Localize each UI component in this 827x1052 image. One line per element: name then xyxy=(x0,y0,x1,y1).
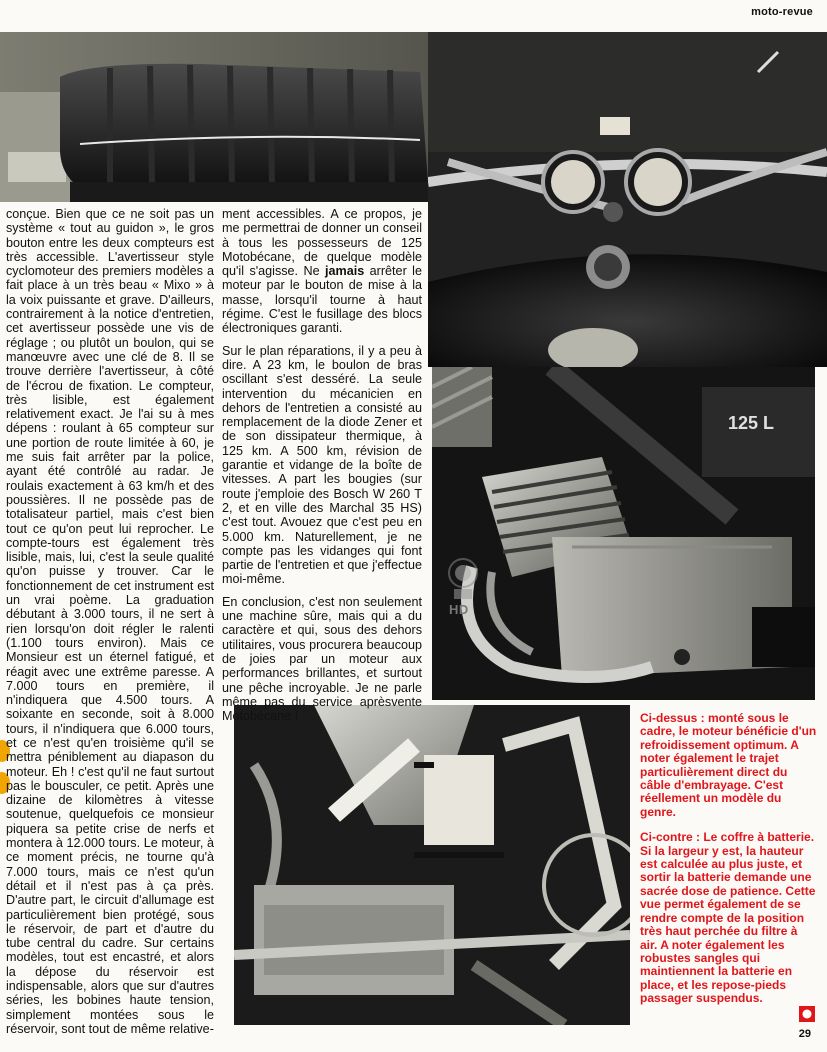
article-paragraph xyxy=(222,207,422,336)
article-column-1 xyxy=(6,207,214,1036)
header-brand: moto-revue xyxy=(751,6,813,18)
article-paragraph: Sur le plan réparations, il y a peu à dire. A 23 km, le boulon de bras oscillant s'est desséré. La seule intervention du mécanicien en dehors de l'entretien a consisté au remplacement de la diode Zener et de son dissipateur thermique, à 125 km. A 500 km, révision de garantie et vidange de la boîte de vitesses. A part les bougies (sur route j'emploie des Bosch W 260 T 2, et en ville des Marchal 35 HS) c'est tout. Avouez que c'est peu en 5.000 km. Naturellement, je ne compte pas les vidanges qui font partie de l'entretien et que j'effectue moi-même. xyxy=(222,343,422,587)
article-column-2 xyxy=(222,207,422,723)
article-text: arrêter le moteur par le bouton de mise à la masse, lorsqu'il tourne à haut régime. C'est le fusillage des blocs électroniques garanti. xyxy=(222,264,422,336)
article-paragraph: conçue. Bien que ce ne soit pas un système « tout au guidon », le gros bouton entre les deux compteurs est très accessible. L'avertisseur style cyclomoteur des premiers modèles a fait place à un très beau « Mixo » à la voix puissante et grave. D'ailleurs, contrairement à la notice d'entretien, cet avertisseur possède une vis de réglage ; ou plutôt un boulon, qui se manœuvre avec une clé de 8. Il se trouve derrière l'avertisseur, à côté de l'écrou de fixation. Le compteur, très lisible, est également relativement exact. Je l'ai su à mes dépens : roulant à 65 compteur sur une portion de route limitée à 60, je me suis fait arrêter par la police, ayant été contrôlé au radar. Je roulais exactement à 63 km/h et des poussières. Il ne possède pas de totalisateur partiel, mais c'est bien tout ce qu'on peut lui reprocher. Le compte-tours est également très lisible, mais, lui, c'est la seule qualité qu'on puisse y trouver. Car le fonctionnement de cet instrument est un vrai poème. La graduation débutant à 3.000 tours, il ne sert à rien lorsqu'on doit régler le ralenti (1.100 tours environ). Mais ce Monsieur est un éternel fatigué, et réagit avec une extrême paresse. A 7.000 tours en première, il n'indiquera que 4.500 tours. A soixante en seconde, soit à 8.000 tours, il n'indiquera que 6.000 tours, et ce n'est qu'en troisième qu'il se mettra péniblement au diapason du moteur. Eh ! c'est qu'il ne faut surtout pas le bousculer, ce petit. Après une dizaine de kilomètres à vitesse soutenue, quelquefois ce monsieur piquera sa petite crise de nerfs et montera à 12.000 tours. Le moteur, à ce moment précis, ne tourne qu'à 7.000 tours, mais ce n'est qu'un détail et il n'est pas à ça près. D'autre part, le circuit d'allumage est particulièrement bien protégé, sous le réservoir, de part et d'autre du tube central du cadre. Sur certains modèles, tout est encastré, et alors la dépose du réservoir est indispensable, alors que sur d'autres séries, les bobines haute tension, simplement montées sous le réservoir, sont tout de même relative- xyxy=(6,207,214,1036)
article-paragraph: En conclusion, c'est non seulement une machine sûre, mais qui a du caractère et qui, sous des dehors utilitaires, vous procurera beaucoup de joies par un moteur aux performances brillantes, et surtout une pêche incroyable. Je ne parle même pas du service aprèsvente Motobécane ! xyxy=(222,594,422,724)
caption-opposite: Ci-contre : Le coffre à batterie. Si la largeur y est, la hauteur est calculée au plus juste, et sortir la batterie demande une sacrée dose de patience. Cette vue permet également de se rendre compte de la position très haut perchée du filtre à air. A noter également les robustes sangles qui maintiennent la batterie en place, et les repose-pieds passager suspendus. xyxy=(640,830,816,1006)
photo-dashboard-gauges xyxy=(428,32,827,367)
article-emphasis: jamais xyxy=(325,264,365,279)
page-number: 29 xyxy=(798,1028,811,1040)
page-marker-icon xyxy=(799,1006,815,1022)
caption-above: Ci-dessus : monté sous le cadre, le moteur bénéficie d'un refroidissement optimum. A noter également le trajet particulièrement direct du câble d'embrayage. C'est réellement un modèle du genre. xyxy=(640,711,817,819)
photo-captions xyxy=(640,712,818,1006)
watermark-text: HD xyxy=(449,602,469,617)
photo-engine xyxy=(432,367,815,700)
engine-badge-label: 125 L xyxy=(728,413,775,433)
photo-battery-compartment xyxy=(234,705,630,1025)
article-text: ment accessibles. A ce propos, je me permettrai de donner un conseil à tous les possesseurs de 125 Motobécane, de quelque modèle qu'il s'agisse. Ne xyxy=(222,207,422,279)
photo-motorcycle-seat xyxy=(0,32,428,202)
